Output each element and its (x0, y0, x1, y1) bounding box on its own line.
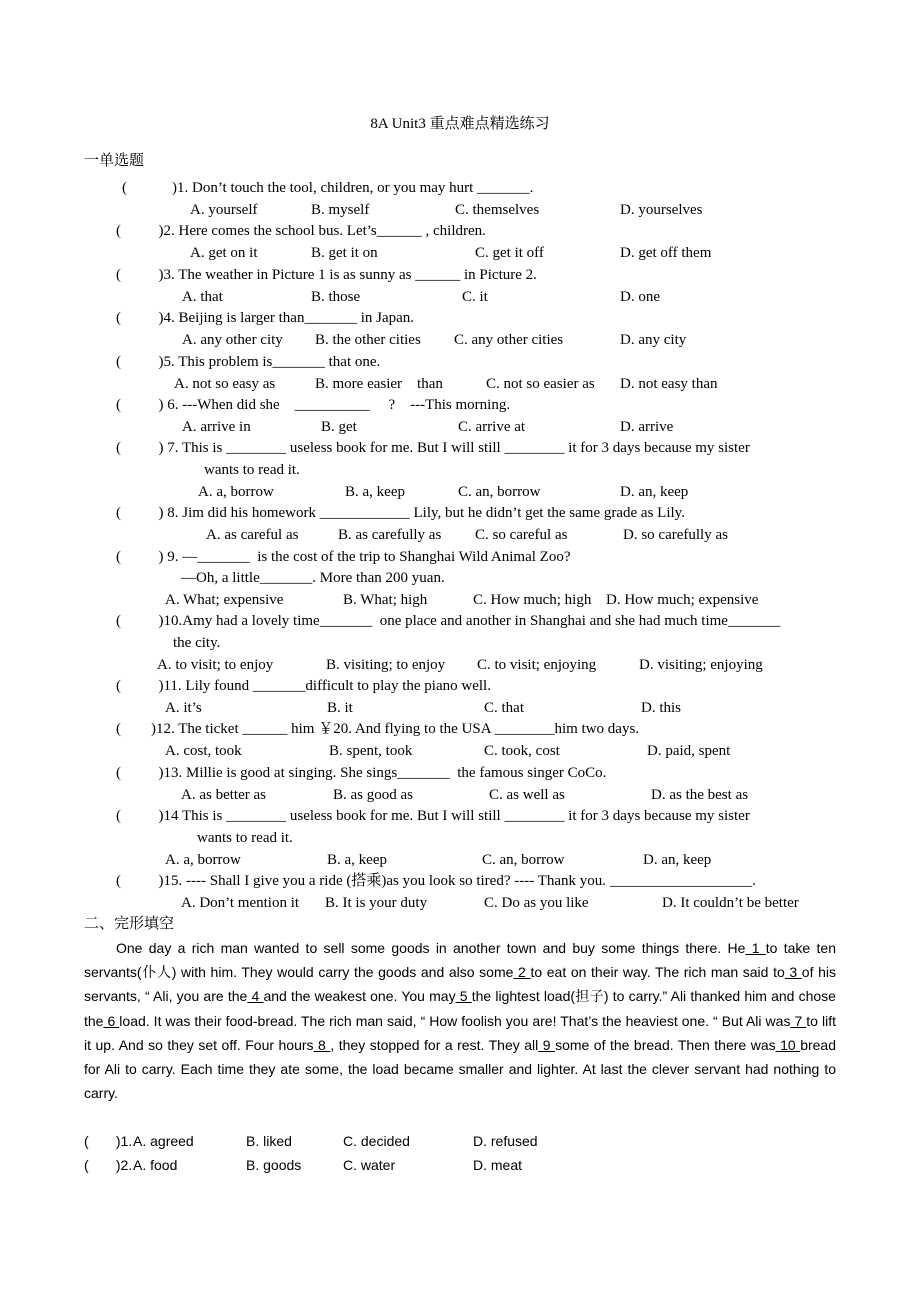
question-stem: ( )1. Don’t touch the tool, children, or you may hurt _______. (122, 180, 534, 196)
section-heading-cloze: 二、完形填空 (84, 916, 175, 932)
option-c: C. an, borrow (458, 484, 541, 500)
option-a: A. as careful as (206, 527, 299, 543)
option-a: A. a, borrow (165, 852, 241, 868)
option-d: D. as the best as (651, 787, 749, 803)
option-d: D. arrive (620, 419, 674, 435)
option-d: D. so carefully as (623, 527, 728, 543)
option-a: A. as better as (181, 787, 266, 803)
question-stem: ( ) 7. This is ________ useless book for me. But I will still ________ it for 3 days because my sister (116, 440, 750, 456)
option-d: D. an, keep (620, 484, 689, 500)
option-c: C. took, cost (484, 743, 560, 759)
option-c: C. arrive at (458, 419, 526, 435)
option-a: A. that (182, 289, 223, 305)
question-stem-continued: —Oh, a little_______. More than 200 yuan. (181, 570, 445, 586)
question-options (0, 287, 920, 307)
section-heading-multiple-choice: 一单选题 (84, 153, 145, 169)
option-b: B. It is your duty (325, 895, 428, 911)
blank-8: 8 (313, 1036, 331, 1053)
option-b: B. a, keep (327, 852, 387, 868)
cloze-question-stem: ( )1. (84, 1133, 133, 1149)
question-options (0, 698, 920, 718)
option-b: B. get (321, 419, 357, 435)
cloze-question (0, 1131, 920, 1151)
blank-1: 1 (745, 940, 766, 956)
question-stem: ( ) 8. Jim did his homework ____________ Lily, but he didn’t get the same grade as Lily. (116, 505, 685, 521)
option-a: A. What; expensive (165, 592, 284, 608)
option-c: C. so careful as (475, 527, 568, 543)
option-d: D. get off them (620, 245, 712, 261)
question-stem: ( )2. Here comes the school bus. Let’s______ , children. (116, 223, 486, 239)
option-d: D. It couldn’t be better (662, 895, 799, 911)
option-a: A. agreed (133, 1133, 194, 1149)
option-c: C. not so easier as (486, 376, 595, 392)
question-options (0, 850, 920, 870)
option-a: A. arrive in (182, 419, 251, 435)
option-a: A. any other city (182, 332, 283, 348)
option-c: C. water (343, 1157, 396, 1173)
option-c: C. an, borrow (482, 852, 565, 868)
blank-4: 4 (247, 988, 264, 1005)
question-options (0, 417, 920, 437)
option-b: B. myself (311, 202, 370, 218)
option-c: C. Do as you like (484, 895, 589, 911)
option-c: C. themselves (455, 202, 540, 218)
option-c: C. as well as (489, 787, 565, 803)
question-stem: ( )11. Lily found _______difficult to play the piano well. (116, 678, 491, 694)
option-b: B. the other cities (315, 332, 421, 348)
option-b: B. spent, took (329, 743, 413, 759)
option-d: D. paid, spent (647, 743, 731, 759)
question-stem: ( )14 This is ________ useless book for me. But I will still ________ it for 3 days because my sister (116, 808, 750, 824)
option-a: A. get on it (190, 245, 258, 261)
cloze-passage: One day a rich man wanted to sell some goods in another town and buy some things there. He 1 to take ten servants(仆人) with him. They would carry the goods and also some 2 to eat on their way. The rich man said to 3 of his servants, “ Ali, you are the 4 and the weakest one. You may 5 the lightest load(担子) to carry.” Ali thanked him and chose the 6 load. It was their food-bread. The rich man said, “ How foolish you are! That’s the heaviest one. “ But Ali was 7 to lift it up. And so they set off. Four hours 8 , they stopped for a rest. They all 9 some of the bread. Then there was 10 bread for Ali to carry. Each time they ate some, the load became smaller and lighter. At last the clever servant had nothing to carry. (84, 940, 836, 1102)
option-d: D. not easy than (620, 376, 718, 392)
blank-10: 10 (775, 1036, 801, 1053)
question-options (0, 893, 920, 913)
question-options (0, 330, 920, 350)
option-c: C. How much; high (473, 592, 592, 608)
page-title: 8A Unit3 重点难点精选练习 (370, 116, 550, 132)
option-a: A. cost, took (165, 743, 242, 759)
option-b: B. as good as (333, 787, 413, 803)
option-d: D. yourselves (620, 202, 703, 218)
question-stem: ( ) 6. ---When did she __________ ? ---This morning. (116, 397, 511, 413)
question-options (0, 785, 920, 805)
question-stem-continued: the city. (173, 635, 221, 651)
option-d: D. this (641, 700, 682, 716)
option-c: C. any other cities (454, 332, 564, 348)
option-d: D. visiting; enjoying (639, 657, 763, 673)
option-a: A. food (133, 1157, 178, 1173)
question-options (0, 482, 920, 502)
question-options (0, 741, 920, 761)
option-d: D. meat (473, 1157, 523, 1173)
question-stem: ( )4. Beijing is larger than_______ in Japan. (116, 310, 415, 326)
option-a: A. not so easy as (174, 376, 276, 392)
option-c: C. it (462, 289, 488, 305)
blank-6: 6 (103, 1012, 120, 1029)
blank-9: 9 (538, 1036, 556, 1053)
option-d: D. How much; expensive (606, 592, 759, 608)
cloze-question-stem: ( )2. (84, 1157, 133, 1173)
question-options (0, 200, 920, 220)
question-options (0, 374, 920, 394)
option-b: B. What; high (343, 592, 428, 608)
option-a: A. yourself (190, 202, 258, 218)
option-b: B. as carefully as (338, 527, 442, 543)
option-c: C. that (484, 700, 524, 716)
question-stem: ( )10.Amy had a lovely time_______ one place and another in Shanghai and she had much time_______ (116, 613, 781, 629)
option-b: B. goods (246, 1157, 302, 1173)
option-b: B. those (311, 289, 361, 305)
option-a: A. a, borrow (198, 484, 274, 500)
question-stem: ( )3. The weather in Picture 1 is as sunny as ______ in Picture 2. (116, 267, 537, 283)
option-d: D. one (620, 289, 660, 305)
blank-5: 5 (455, 988, 472, 1005)
option-b: B. visiting; to enjoy (326, 657, 446, 673)
option-a: A. it’s (165, 700, 202, 716)
question-options (0, 525, 920, 545)
blank-2: 2 (513, 964, 531, 981)
question-stem: ( ) 9. —_______ is the cost of the trip to Shanghai Wild Animal Zoo? (116, 549, 571, 565)
question-stem-continued: wants to read it. (197, 830, 293, 846)
option-b: B. a, keep (345, 484, 405, 500)
question-stem: ( )13. Millie is good at singing. She sings_______ the famous singer CoCo. (116, 765, 607, 781)
option-b: B. it (327, 700, 353, 716)
question-options (0, 590, 920, 610)
option-b: B. get it on (311, 245, 378, 261)
cloze-question (0, 1155, 920, 1175)
option-d: D. any city (620, 332, 687, 348)
question-options (0, 243, 920, 263)
option-a: A. Don’t mention it (181, 895, 300, 911)
option-d: D. refused (473, 1133, 538, 1149)
option-c: C. decided (343, 1133, 410, 1149)
question-stem: ( )5. This problem is_______ that one. (116, 354, 381, 370)
option-b: B. liked (246, 1133, 292, 1149)
question-stem-continued: wants to read it. (204, 462, 300, 478)
option-b: B. more easier than (315, 376, 443, 392)
option-c: C. to visit; enjoying (477, 657, 597, 673)
question-stem: ( )12. The ticket ______ him ￥20. And flying to the USA ________him two days. (116, 721, 640, 737)
option-d: D. an, keep (643, 852, 712, 868)
blank-7: 7 (790, 1012, 807, 1029)
question-options (0, 655, 920, 675)
option-a: A. to visit; to enjoy (157, 657, 274, 673)
option-c: C. get it off (475, 245, 544, 261)
question-stem: ( )15. ---- Shall I give you a ride (搭乘)as you look so tired? ---- Thank you. ___________________. (116, 873, 757, 889)
blank-3: 3 (784, 964, 802, 981)
